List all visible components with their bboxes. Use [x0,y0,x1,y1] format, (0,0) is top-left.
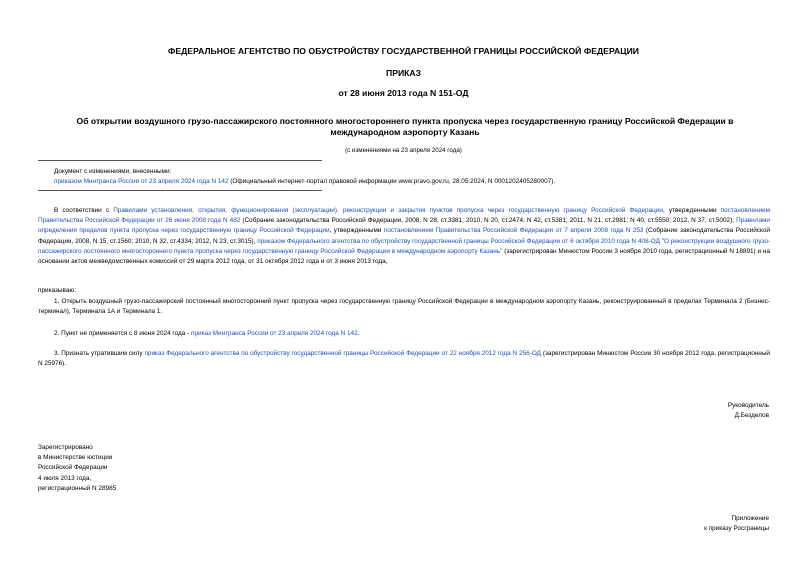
government-decree-253-link[interactable]: постановлением Правительства Российской Федерации от 7 апреля 2008 года N 253 [383,227,644,235]
rules-boundaries-link[interactable]: Правилами определения пределов пункта пропуска через государственную границу Российской Федерации [38,217,770,235]
signature-block [728,401,769,421]
appendix-label: Приложение [731,515,769,522]
agency-order-256-link[interactable]: приказ Федерального агентства по обустройству государственной границы Российской Федерации от 22 ноября 2012 года N 256-ОД [144,350,541,357]
item-2-text: 2. Пункт не применяется с 8 июня 2024 года - [54,330,191,337]
divider-bottom [38,190,322,191]
rules-establishment-link[interactable]: Правилами установления, открытия, функционирования (эксплуатации), реконструкции и закрытия пунктов пропуска через государственную границу Российской Федерации [113,207,663,214]
item-3-rest: (зарегистрирован Минюстом России 30 ноября 2012 года, регистрационный N 25976). [38,350,770,368]
item-3-text: 3. Признать утратившим силу [54,350,145,357]
preamble-text: (Собрание законодательства Российской Федерации, 2008, N 28, ст.3381; 2010, N 20, ст.2474; N 42, ст.5381; 2011, N 21, ст.2981; N 40, ст.5550; 2012, N 37, ст.5002), [240,217,737,225]
divider-top [38,160,322,161]
preamble-text: В соответствии с [54,207,114,214]
government-decree-482-link[interactable]: постановлением Правительства Российской Федерации от 26 июня 2008 года N 482 [38,207,770,225]
agency-order-408-link[interactable]: приказом Федерального агентства по обустройству государственной границы Российской Федерации от 6 октября 2010 года N 408-ОД "О реконструкции воздушного грузо-пассажирского постоянного многостороннего пункта пропуска через государственную границу Российской Федерации в международном аэропорту Казань" [38,237,770,255]
agency-heading: ФЕДЕРАЛЬНОЕ АГЕНТСТВО ПО ОБУСТРОЙСТВУ ГОСУДАРСТВЕННОЙ ГРАНИЦЫ РОССИЙСКОЙ ФЕДЕРАЦИИ [167,46,640,56]
item-1: 1. Открыть воздушный грузо-пассажирский постоянный многосторонний пункт пропуска через государственную границу Российской Федерации в международном аэропорту Казань, реконструированный в пределах Терминала 2 (Бизнес-терминал), Терминала 1А и Терминала 1. [38,298,770,316]
registration-block [38,443,116,494]
changes-note: (с изменениями на 23 апреля 2024 года) [345,147,462,154]
preamble-text: , утвержденными [329,227,384,235]
appendix-block [704,514,769,534]
document-type: ПРИКАЗ [386,68,421,78]
preamble-text: (Собрание законодательства Российской Федерации, 2008, N 15, ст.1560; 2010, N 32, ст.4334; 2012, N 23, ст.3015), [38,227,770,245]
preamble-text: (зарегистрирован Минюстом России 3 ноября 2010 года, регистрационный N 18891) и на основании актов межведомственных комиссий от 29 марта 2012 года, от 31 октября 2012 года и от 3 июня 2013 года, [38,247,770,266]
amendment-note-source: (Официальный интернет-портал правовой информации www.pravo.gov.ru, 28.05.2024, N 0001202405280007). [228,177,556,185]
order-word: приказываю: [38,287,76,294]
item-2-end: . [357,330,360,337]
item-2 [38,329,770,339]
registration-date: 4 июля 2013 года, [38,474,92,482]
registration-line: в Министерстве юстиции [38,454,113,462]
mintrans-order-142-link[interactable]: приказ Минтранса России от 23 апреля 2024 года N 142 [191,330,358,337]
amendment-order-link[interactable]: приказом Минтранса России от 23 апреля 2024 года N 142 [54,177,229,185]
preamble-text: , утвержденными [662,207,721,214]
signatory-position: Руководитель [727,402,769,409]
registration-number: регистрационный N 28985 [38,484,117,492]
appendix-reference: к приказу Росграницы [704,525,769,533]
amendment-note-label: Документ с изменениями, внесенными: [54,168,172,175]
registration-line: Зарегистрировано [38,444,93,451]
item-3 [38,349,770,369]
registration-line: Российской Федерации [38,464,108,472]
document-title: Об открытии воздушного грузо-пассажирского постоянного многостороннего пункта пропуска через государственную границу Российской Федерации в международном аэропорту Казань [76,116,734,137]
preamble-paragraph [38,206,770,267]
amendment-note [54,167,774,186]
signatory-name: Д.Безделов [734,412,769,420]
document-date-number: от 28 июня 2013 года N 151-ОД [338,88,469,98]
